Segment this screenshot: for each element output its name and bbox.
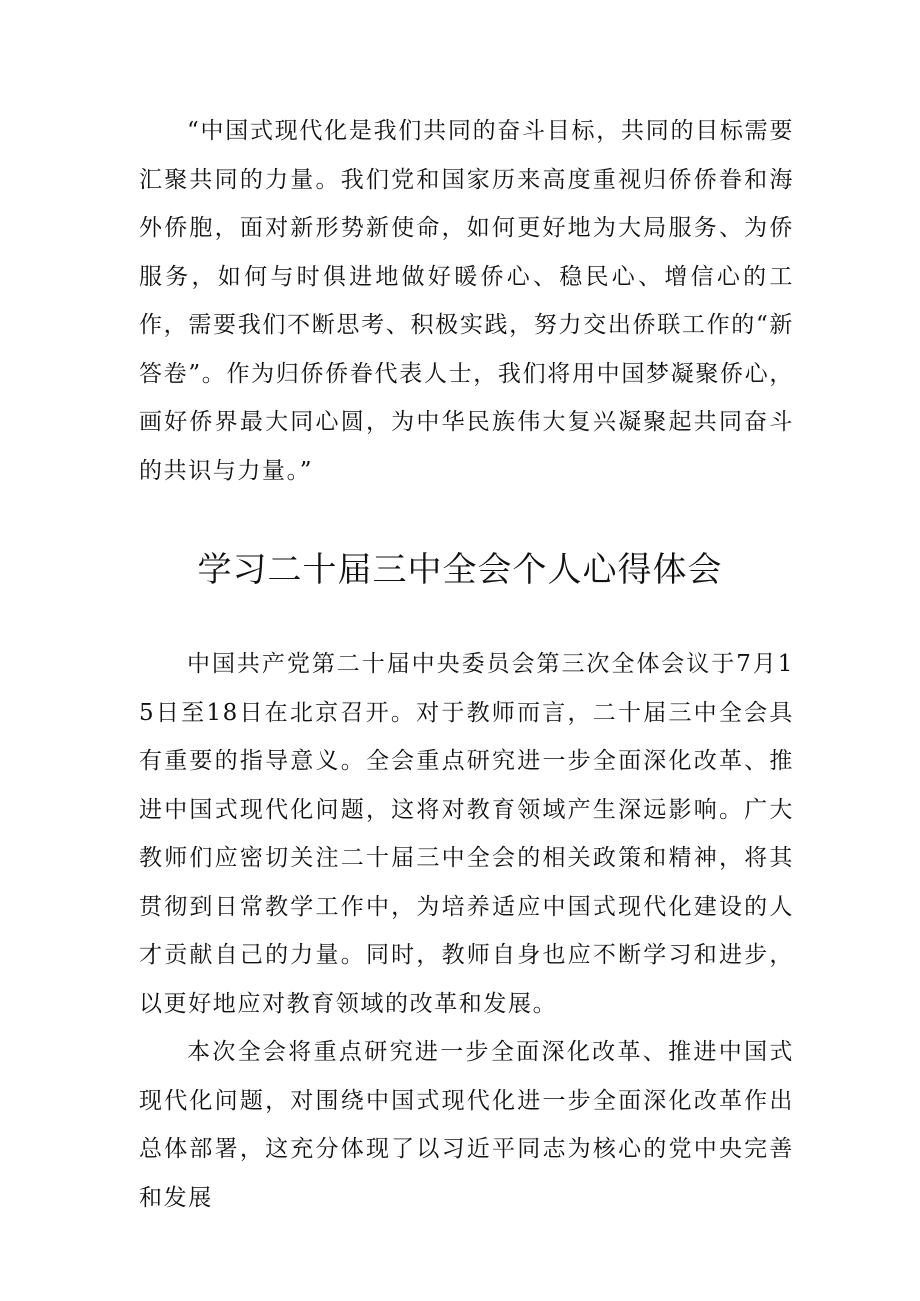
article-title: 学习二十届三中全会个人心得体会: [197, 550, 723, 590]
body-paragraph-2: 本次全会将重点研究进一步全面深化改革、推进中国式现代化问题，对围绕中国式现代化进一步全面深化改革作出总体部署，这充分体现了以习近平同志为核心的党中央完善和发展: [139, 1039, 794, 1211]
quote-paragraph: “中国式现代化是我们共同的奋斗目标，共同的目标需要汇聚共同的力量。我们党和国家历来高度重视归侨侨眷和海外侨胞，面对新形势新使命，如何更好地为大局服务、为侨服务，如何与时俱进地做好暖侨心、稳民心、增信心的工作，需要我们不断思考、积极实践，努力交出侨联工作的“新答卷”。作为归侨侨眷代表人士，我们将用中国梦凝聚侨心，画好侨界最大同心圆，为中华民族伟大复兴凝聚起共同奋斗的共识与力量。”: [139, 118, 794, 484]
quote-section: [139, 107, 794, 495]
body-paragraph-1: 中国共产党第二十届中央委员会第三次全体会议于7月15日至18日在北京召开。对于教师而言，二十届三中全会具有重要的指导意义。全会重点研究进一步全面深化改革、推进中国式现代化问题，这将对教育领域产生深远影响。广大教师们应密切关注二十届三中全会的相关政策和精神，将其贯彻到日常教学工作中，为培养适应中国式现代化建设的人才贡献自己的力量。同时，教师自身也应不断学习和进步，以更好地应对教育领域的改革和发展。: [139, 651, 794, 1017]
article-body: [139, 640, 794, 1222]
